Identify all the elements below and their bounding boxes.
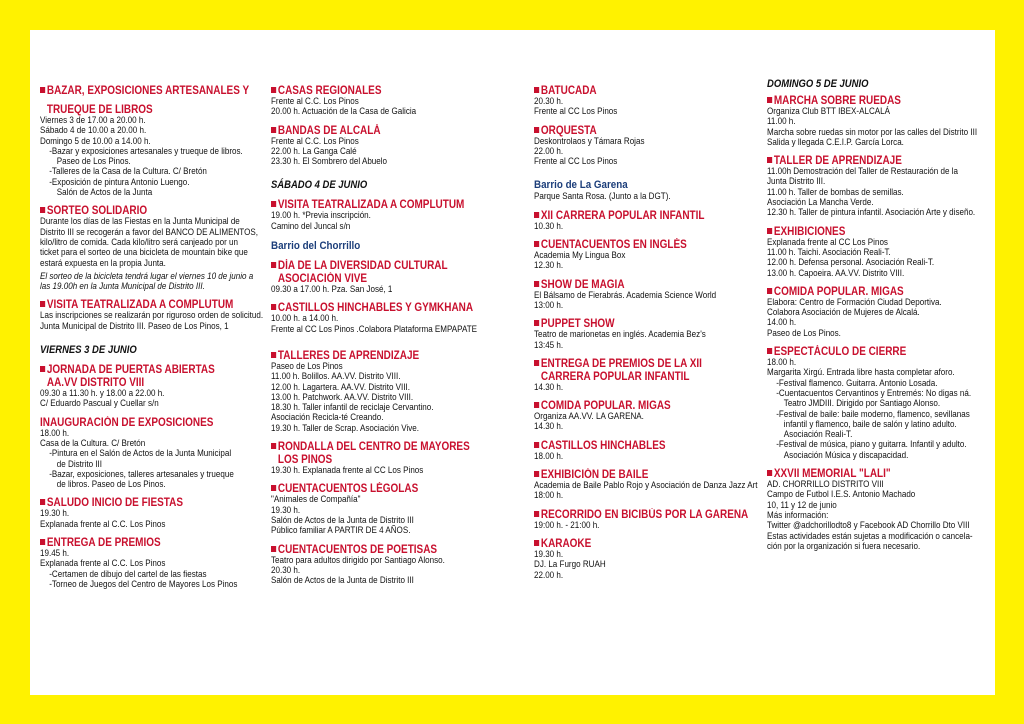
bullet-square-icon [40,87,45,93]
event-heading: XXVII MEMORIAL "LALI" [767,467,956,480]
bullet-square-icon [767,348,772,354]
event-heading: INAUGURACIÓN DE EXPOSICIONES [40,415,214,429]
event-detail: Asociación Música y discapacidad. [783,449,909,461]
event-heading: RONDALLA DEL CENTRO DE MAYORES [271,440,476,453]
event-detail: 19.45 h. [40,548,70,560]
event-detail: 13.00 h. Patchwork. AA.VV. Distrito VIII. [271,391,414,403]
event-detail: Junta Municipal de Distrito III. Paseo de Los Pinos, 1 [40,320,229,332]
event-heading: SHOW DE MAGIA [534,278,739,291]
event-detail: ción por la organización si fuera necesario. [767,540,921,552]
event-detail: Distrito III se recogerán a favor del BANCO DE ALIMENTOS, [40,226,258,238]
event-detail: 19.30 h. [271,504,301,516]
event-detail: Frente al C.C. Los Pinos [271,135,359,147]
event-detail: Teatro JMDIII. Dirigido por Santiago Alonso. [783,398,941,410]
column-1 [40,78,278,590]
event-detail: 11.00h Demostración del Taller de Restauración de la [767,166,958,178]
event-detail: Durante los días de las Fiestas en la Junta Municipal de [40,216,240,228]
event-detail: Deskontrolaos y Támara Rojas [534,135,645,147]
event-heading: ESPECTÁCULO DE CIERRE [767,345,956,358]
event-detail: Campo de Futbol I.E.S. Antonio Machado [767,489,916,501]
bullet-square-icon [767,228,772,234]
event-detail: 19.30 h. Taller de Scrap. Asociación Vive. [271,422,419,434]
bullet-square-icon [40,499,45,505]
column-2 [271,78,509,586]
event-detail: 10.30 h. [534,220,564,232]
event-detail: El sorteo de la bicicleta tendrá lugar el viernes 10 de junio a [40,270,254,282]
event-detail: estará expuesta en la propia Junta. [40,257,166,269]
event-detail: Asociación Recicla-té Creando. [271,412,384,424]
event-detail: Colabora Asociación de Mujeres de Alcalá. [767,307,920,319]
event-heading: CASTILLOS HINCHABLES Y GYMKHANA [271,301,476,314]
event-detail: de Distrito III [56,458,103,470]
event-heading: CUENTACUENTOS EN INGLÉS [534,238,739,251]
bullet-square-icon [271,443,276,449]
event-detail: ticket para el sorteo de una bicicleta de mountain bike que [40,247,248,259]
event-detail: 18.00 h. [534,450,564,462]
event-detail: Viernes 3 de 17.00 a 20.00 h. [40,115,146,126]
event-heading: RECORRIDO EN BICIBÚS POR LA GARENA [534,508,739,521]
event-heading: DÍA DE LA DIVERSIDAD CULTURAL [271,259,476,272]
event-detail: -Festival de baile: baile moderno, flamenco, sevillanas [776,408,970,420]
event-detail: -Pintura en el Salón de Actos de la Junta Municipal [49,448,232,460]
event-detail: Salón de Actos de la Junta de Distrito III [271,514,414,526]
bullet-square-icon [271,127,276,133]
event-detail: 09.30 a 11.30 h. y 18.00 a 22.00 h. [40,388,165,400]
event-heading: ENTREGA DE PREMIOS [40,536,245,549]
event-heading: VISITA TEATRALIZADA A COMPLUTUM [271,198,476,211]
event-detail: "Animales de Compañía" [271,494,361,506]
event-heading: BANDAS DE ALCALÁ [271,124,476,137]
event-detail: Asociación Reali-T. [783,429,853,441]
event-detail: Casa de la Cultura. C/ Bretón [40,437,146,449]
event-detail: -Festival de música, piano y guitarra. Infantil y adulto. [776,439,967,451]
event-detail: C/ Eduardo Pascual y Cuellar s/n [40,398,159,410]
event-detail: DJ. La Furgo RUAH [534,559,606,571]
event-heading: ORQUESTA [534,124,739,137]
event-detail: Frente al CC Los Pinos .Colabora Plataforma EMPAPATE [271,323,478,335]
bullet-square-icon [767,288,772,294]
bullet-square-icon [40,539,45,545]
bullet-square-icon [534,360,539,366]
event-detail: Frente al CC Los Pinos [534,106,618,118]
event-detail: Teatro de marionetas en inglés. Academia Bez's [534,329,706,341]
event-detail: 19.30 h. Explanada frente al CC Los Pinos [271,465,424,477]
event-heading: JORNADA DE PUERTAS ABIERTAS [40,363,245,376]
event-detail: -Talleres de la Casa de la Cultura. C/ Bretón [49,166,207,178]
event-detail: las 19.00h en la Junta Municipal de Distrito III. [40,281,205,293]
event-detail: 11.00 h. [767,116,796,128]
event-heading: CASAS REGIONALES [271,84,476,97]
event-detail: -Exposición de pintura Antonio Luengo. [49,176,190,188]
event-detail: de libros. Paseo de Los Pinos. [56,479,166,491]
event-detail: Las inscripciones se realizarán por riguroso orden de solicitud. [40,310,264,322]
event-detail: AD. CHORRILLO DISTRITO VIII [767,479,884,491]
event-detail: -Torneo de Juegos del Centro de Mayores Los Pinos [49,578,238,590]
event-heading: TALLER DE APRENDIZAJE [767,154,956,167]
event-heading: LOS PINOS [277,453,333,467]
bullet-square-icon [40,301,45,307]
event-detail: Academia de Baile Pablo Rojo y Asociación de Danza Jazz Art [534,480,758,492]
event-detail: Explanada frente al CC Los Pinos [767,236,888,248]
event-heading: SORTEO SOLIDARIO [40,204,245,217]
day-heading: VIERNES 3 DE JUNIO [40,344,137,357]
bullet-square-icon [534,281,539,287]
bullet-square-icon [534,320,539,326]
bullet-square-icon [271,201,276,207]
event-detail: Paseo de Los Pinos. [56,156,131,168]
bullet-square-icon [534,127,539,133]
event-detail: 22.00 h. [534,145,564,157]
event-detail: Junta Distrito III. [767,176,826,188]
event-detail: Explanada frente al C.C. Los Pinos [40,518,166,530]
event-detail: 11.00 h. Bolillos. AA.VV. Distrito VIII. [271,371,401,383]
event-detail: 14.00 h. [767,317,797,329]
event-detail: Salón de Actos de la Junta de Distrito III [271,575,414,587]
event-detail: 13:00 h. [534,299,564,311]
event-detail: Twitter @adchorillodto8 y Facebook AD Chorrillo Dto VIII [767,520,970,532]
event-detail: 19.00 h. *Previa inscripción. [271,210,371,222]
bullet-square-icon [534,471,539,477]
event-detail: 12.30 h. [534,260,564,272]
event-detail: Paseo de Los Pinos. [767,327,841,339]
event-heading: PUPPET SHOW [534,317,739,330]
event-detail: 18.00 h. [40,427,70,439]
bullet-square-icon [534,87,539,93]
column-3 [534,78,772,581]
event-detail: 20.30 h. [534,96,564,107]
event-heading: BAZAR, EXPOSICIONES ARTESANALES Y [40,84,245,97]
event-detail: Salida y llegada C.E.I.P. García Lorca. [767,136,904,148]
bullet-square-icon [534,511,539,517]
event-detail: -Bazar y exposiciones artesanales y trueque de libros. [49,145,243,157]
event-detail: 19:00 h. - 21:00 h. [534,519,600,531]
event-detail: Paseo de Los Pinos [271,360,343,372]
event-detail: -Bazar, exposiciones, talleres artesanales y trueque [49,468,234,480]
event-detail: 13.00 h. Capoeira. AA.VV. Distrito VIII. [767,267,905,279]
event-detail: 22.00 h. La Ganga Calé [271,145,357,157]
event-heading: CARRERA POPULAR INFANTIL [540,369,690,383]
bullet-square-icon [767,157,772,163]
event-detail: Organiza Club BTT IBEX-ALCALÁ [767,106,891,117]
event-detail: Elabora: Centro de Formación Ciudad Deportiva. [767,296,942,308]
event-detail: 11.00 h. Taller de bombas de semillas. [767,186,904,198]
event-heading: XII CARRERA POPULAR INFANTIL [534,209,739,222]
event-detail: 10, 11 y 12 de junio [767,499,837,511]
event-heading: VISITA TEATRALIZADA A COMPLUTUM [40,298,245,311]
bullet-square-icon [271,485,276,491]
bullet-square-icon [271,546,276,552]
event-heading: CASTILLOS HINCHABLES [534,439,739,452]
event-detail: 22.00 h. [534,569,564,581]
event-detail: 10.00 h. a 14.00 h. [271,313,339,325]
event-heading: SALUDO INICIO DE FIESTAS [40,496,245,509]
event-detail: Sábado 4 de 10.00 a 20.00 h. [40,125,147,137]
bullet-square-icon [534,212,539,218]
event-detail: 12.00 h. Lagartera. AA.VV. Distrito VIII. [271,381,411,393]
column-4 [767,78,987,552]
event-detail: Frente al C.C. Los Pinos [271,96,359,107]
event-detail: 19.30 h. [534,548,564,560]
event-detail: Más información: [767,509,829,521]
event-detail: Público familiar A PARTIR DE 4 AÑOS. [271,525,411,537]
event-heading: TRUEQUE DE LIBROS [46,103,153,116]
event-detail: Teatro para adultos dirigido por Santiago Alonso. [271,554,445,566]
bullet-square-icon [271,262,276,268]
event-detail: 13:45 h. [534,339,564,351]
event-detail: 19.30 h. [40,508,70,520]
event-detail: Explanada frente al C.C. Los Pinos [40,558,166,570]
event-heading: ASOCIACIÓN VIVE [277,272,368,286]
event-detail: 23.30 h. El Sombrero del Abuelo [271,156,388,168]
event-detail: 14.30 h. [534,381,564,393]
bullet-square-icon [534,402,539,408]
event-heading: CUENTACUENTOS DE POETISAS [271,543,476,556]
bullet-square-icon [271,87,276,93]
event-heading: EXHIBICIONES [767,225,956,238]
event-heading: TALLERES DE APRENDIZAJE [271,349,476,362]
bullet-square-icon [271,352,276,358]
event-heading: KARAOKE [534,537,739,550]
day-heading: DOMINGO 5 DE JUNIO [767,78,869,90]
event-detail: kilo/litro de comida. Cada kilo/litro será canjeado por un [40,236,238,248]
event-detail: Asociación La Mancha Verde. [767,197,874,209]
event-detail: Estas actividades están sujetas a modificación o cancela- [767,530,973,542]
bullet-square-icon [271,304,276,310]
event-heading: EXHIBICIÓN DE BAILE [534,468,739,481]
bullet-square-icon [534,540,539,546]
event-detail: Academia My Lingua Box [534,250,626,262]
event-detail: 20.00 h. Actuación de la Casa de Galicia [271,106,417,118]
event-detail: Domingo 5 de 10.00 a 14.00 h. [40,135,151,147]
event-detail: Organiza AA.VV. LA GARENA. [534,411,644,423]
bullet-square-icon [767,97,772,103]
program-sheet [30,30,995,695]
event-detail: 12.00 h. Defensa personal. Asociación Reali-T. [767,257,935,269]
event-detail: Camino del Juncal s/n [271,220,351,232]
event-heading: BATUCADA [534,84,739,97]
event-detail: -Festival flamenco. Guitarra. Antonio Losada. [776,377,938,389]
event-detail: 12.30 h. Taller de pintura infantil. Asociación Arte y diseño. [767,207,976,219]
event-detail: 09.30 a 17.00 h. Pza. San José, 1 [271,284,393,296]
event-detail: 14.30 h. [534,421,564,433]
event-detail: 20.30 h. [271,564,301,576]
event-heading: COMIDA POPULAR. MIGAS [767,285,956,298]
event-detail: Parque Santa Rosa. (Junto a la DGT). [534,191,671,203]
event-detail: Marcha sobre ruedas sin motor por las calles del Distrito III [767,126,978,138]
event-detail: Frente al CC Los Pinos [534,156,618,168]
event-detail: infantil y flamenco, baile de salón y latino adulto. [783,418,957,430]
barrio-heading: Barrio del Chorrillo [271,240,361,253]
event-detail: 18.00 h. [767,357,797,369]
event-heading: AA.VV DISTRITO VIII [46,376,145,390]
event-heading: ENTREGA DE PREMIOS DE LA XII [534,357,739,370]
event-heading: CUENTACUENTOS LÉGOLAS [271,482,476,495]
event-heading: MARCHA SOBRE RUEDAS [767,94,956,107]
event-detail: 18.30 h. Taller infantil de reciclaje Cervantino. [271,402,434,414]
event-detail: Salón de Actos de la Junta [56,187,153,199]
event-detail: -Cuentacuentos Cervantinos y Entremés: No digas ná. [776,387,972,399]
event-detail: -Certamen de dibujo del cartel de las fiestas [49,568,207,580]
event-detail: El Bálsamo de Fierabrás. Academia Science World [534,289,717,301]
bullet-square-icon [534,241,539,247]
day-heading: SÁBADO 4 DE JUNIO [271,179,368,192]
bullet-square-icon [534,442,539,448]
barrio-heading: Barrio de La Garena [534,179,628,192]
bullet-square-icon [767,470,772,476]
event-heading: COMIDA POPULAR. MIGAS [534,399,739,412]
bullet-square-icon [40,366,45,372]
bullet-square-icon [40,207,45,213]
event-detail: 18:00 h. [534,490,564,502]
event-detail: Margarita Xirgú. Entrada libre hasta completar aforo. [767,367,955,379]
event-detail: 11.00 h. Taichi. Asociación Reali-T. [767,246,891,258]
